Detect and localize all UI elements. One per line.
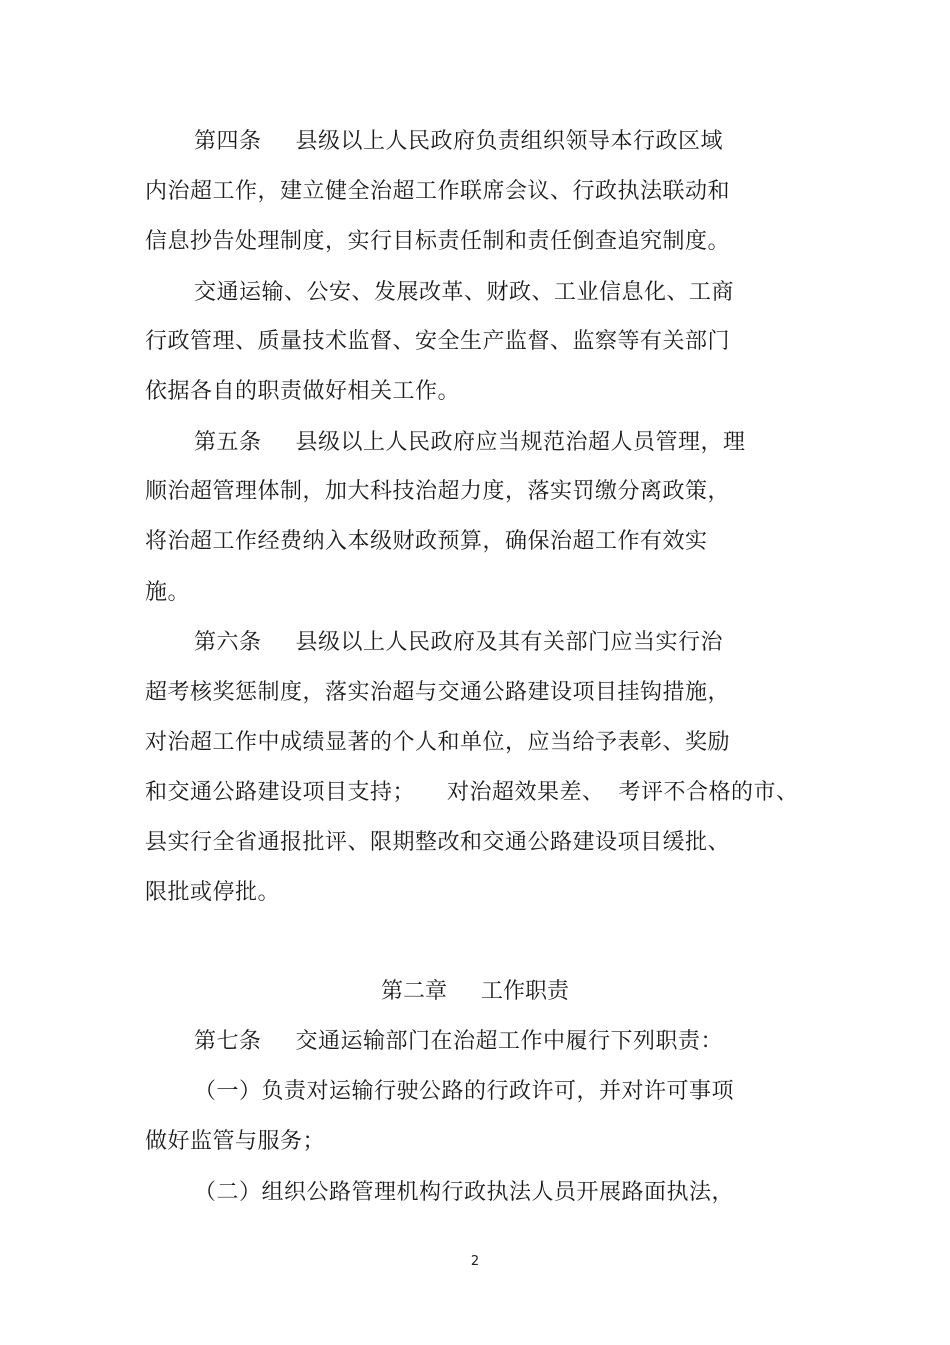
article5-line1: 第五条 县级以上人民政府应当规范治超人员管理，理 [194, 430, 746, 455]
article6-line1: 第六条 县级以上人民政府及其有关部门应当实行治 [194, 630, 724, 655]
article6-line5: 县实行全省通报批评、限期整改和交通公路建设项目缓批、 [145, 830, 731, 855]
article7-line1: 第七条 交通运输部门在治超工作中履行下列职责： [194, 1029, 724, 1054]
chapter-title: 工作职责 [481, 979, 570, 1004]
article5-line2: 顺治超管理体制，加大科技治超力度，落实罚缴分离政策， [145, 479, 731, 504]
article6-line2: 超考核奖惩制度，落实治超与交通公路建设项目挂钩措施， [145, 680, 731, 705]
article4-label: 第四条 [194, 129, 262, 154]
article4-para2-line1: 交通运输、公安、发展改革、财政、工业信息化、工商 [194, 280, 735, 305]
article4-line2: 内治超工作，建立健全治超工作联席会议、行政执法联动和 [145, 179, 731, 204]
article5-line4: 施。 [145, 580, 191, 605]
article6-line3: 对治超工作中成绩显著的个人和单位，应当给予表彰、奖励 [145, 730, 731, 755]
article4-line3: 信息抄告处理制度，实行目标责任制和责任倒查追究制度。 [145, 229, 731, 254]
article6-line6: 限批或停批。 [145, 880, 281, 905]
article7-item2-line1: （二）组织公路管理机构行政执法人员开展路面执法， [194, 1180, 735, 1205]
article7-item1-line1: （一）负责对运输行驶公路的行政许可，并对许可事项 [194, 1079, 735, 1104]
article7-item1-line2: 做好监管与服务； [145, 1129, 326, 1154]
article6-line4: 和交通公路建设项目支持； 对治超效果差、 考评不合格的市、 [145, 780, 799, 805]
article5-label: 第五条 [194, 430, 262, 455]
article5-line3: 将治超工作经费纳入本级财政预算，确保治超工作有效实 [145, 529, 708, 554]
article4-line1: 第四条 县级以上人民政府负责组织领导本行政区域 [194, 129, 724, 154]
chapter-label: 第二章 [380, 979, 447, 1004]
page-number: 2 [470, 1254, 480, 1269]
article6-label: 第六条 [194, 630, 262, 655]
article4-para2-line2: 行政管理、质量技术监督、安全生产监督、监察等有关部门 [145, 329, 731, 354]
chapter-heading [0, 979, 950, 1005]
article4-para2-line3: 依据各自的职责做好相关工作。 [145, 379, 461, 404]
article7-label: 第七条 [194, 1029, 262, 1054]
